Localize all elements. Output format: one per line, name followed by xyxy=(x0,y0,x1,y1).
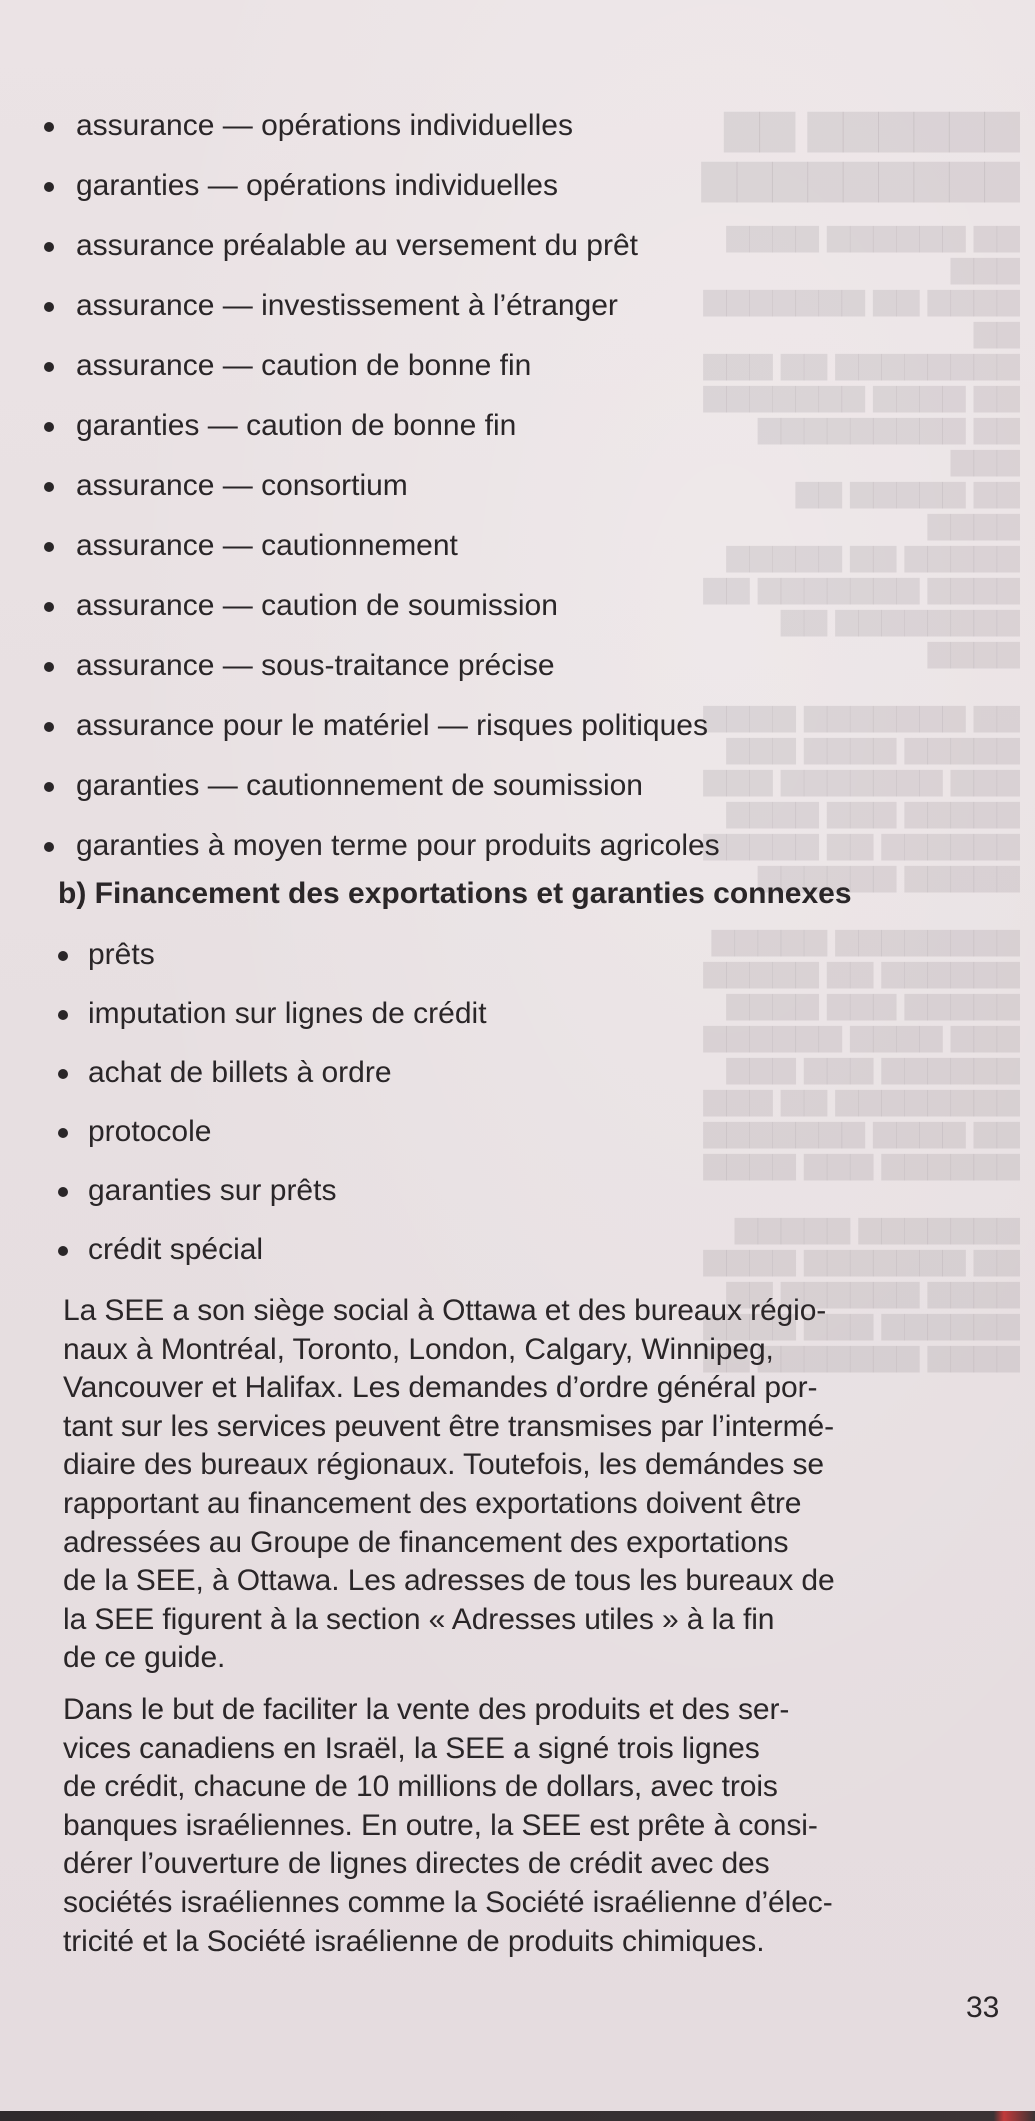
list-item: crédit spécial xyxy=(58,1232,998,1291)
paragraph-line: tant sur les services peuvent être transmises par l’intermé- xyxy=(63,1409,834,1443)
paragraph-line: La SEE a son siège social à Ottawa et des bureaux régio- xyxy=(63,1294,827,1327)
list-item: imputation sur lignes de crédit xyxy=(58,996,998,1055)
paragraph-line: sociétés israéliennes comme la Société israélienne d’élec- xyxy=(63,1885,833,1919)
paragraph-line: Dans le but de faciliter la vente des produits et des ser- xyxy=(63,1693,790,1726)
list-item: assurance — opérations individuelles xyxy=(44,108,1004,168)
paragraph-line: de crédit, chacune de 10 millions de dollars, avec trois xyxy=(63,1770,778,1804)
page-bottom-edge xyxy=(0,2111,1035,2121)
paragraph-line: diaire des bureaux régionaux. Toutefois, les demándes se xyxy=(63,1448,824,1482)
list-item: achat de billets à ordre xyxy=(58,1055,998,1114)
bleed-through-text: ▆▆▆▆▆▆ ▆▆ ▆▆▆▆▆▆▆▆▆ ▆▆ ▆▆▆▆▆▆ ▆▆▆▆ ▆▆▆ ▆▆▆▆ ▆▆ ▆▆▆▆▆▆▆ ▆▆ ▆▆▆▆▆▆▆▆ ▆▆ ▆▆▆ ▆▆ ▆▆▆▆ ▆▆▆▆▆▆▆ ▆▆ ▆▆▆▆▆▆▆▆▆ ▆▆▆ ▆▆ ▆▆▆▆▆ ▆▆ ▆▆▆▆ ▆▆▆▆▆ ▆▆ ▆▆▆▆▆ ▆▆▆▆ ▆▆▆▆▆▆▆ ▆▆ ▆▆▆▆▆▆▆▆ ▆▆ ▆▆▆▆ ▆▆ ▆▆▆▆▆▆▆ ▆▆▆▆ ▆▆▆▆▆ ▆▆▆▆ ▆▆▆ ▆▆▆ ▆▆▆▆▆▆▆ ▆▆▆ ▆▆▆▆▆ ▆▆▆ ▆▆▆▆ ▆▆▆▆▆▆ ▆▆ ▆▆▆▆▆ ▆▆▆▆▆ ▆▆▆▆▆▆ ▆▆▆▆▆▆▆▆ ▆▆▆▆▆ ▆▆▆▆▆▆ ▆▆ ▆▆▆▆▆ ▆▆▆▆▆ ▆▆▆ ▆▆▆▆ ▆▆▆ ▆▆▆▆ ▆▆▆▆▆▆ ▆▆▆▆▆▆ ▆▆▆ ▆▆▆ ▆▆▆▆▆▆▆▆ ▆▆ ▆▆▆ ▆▆ ▆▆▆▆ ▆▆▆▆▆▆▆ ▆▆▆▆▆▆ ▆▆▆ ▆▆▆▆ ▆▆▆▆▆▆▆ ▆▆▆▆▆ ▆▆ ▆▆▆▆▆▆▆ ▆▆▆▆ ▆▆▆▆ ▆▆▆▆▆▆ ▆▆ ▆▆▆▆▆▆ ▆▆▆ ▆▆▆▆ ▆▆▆▆ ▆▆▆▆▆▆▆ ▆▆ xyxy=(701,100,1020,1372)
list-item: garanties — caution de bonne fin xyxy=(44,408,1004,468)
list-item: garanties — cautionnement de soumission xyxy=(44,768,1004,828)
paragraph-line: dérer l’ouverture de lignes directes de crédit avec des xyxy=(63,1847,770,1881)
list-item: assurance — consortium xyxy=(44,468,1004,528)
paragraph-line: naux à Montréal, Toronto, London, Calgary, Winnipeg, xyxy=(63,1332,774,1366)
paragraph-line: de la SEE, à Ottawa. Les adresses de tous les bureaux de xyxy=(63,1564,835,1598)
page-number: 33 xyxy=(966,1991,1000,2024)
paragraph-line: de ce guide. xyxy=(63,1641,226,1675)
paragraph-line: tricité et la Société israélienne de produits chimiques. xyxy=(63,1924,765,1958)
export-financing-list xyxy=(58,937,998,1291)
list-item: assurance pour le matériel — risques politiques xyxy=(44,708,1004,768)
list-item: assurance — investissement à l’étranger xyxy=(44,288,1004,348)
list-item: protocole xyxy=(58,1114,998,1173)
paragraph-line: banques israéliennes. En outre, la SEE est prête à consi- xyxy=(63,1808,818,1842)
paragraph-line: la SEE figurent à la section « Adresses utiles » à la fin xyxy=(63,1602,775,1636)
list-item: assurance — caution de soumission xyxy=(44,588,1004,648)
insurance-guarantee-list xyxy=(44,108,1004,888)
list-item: assurance préalable au versement du prêt xyxy=(44,228,1004,288)
paragraph-line: vices canadiens en Israël, la SEE a signé trois lignes xyxy=(63,1731,760,1765)
list-item: assurance — sous-traitance précise xyxy=(44,648,1004,708)
section-b-heading: b) Financement des exportations et garanties connexes xyxy=(58,877,852,910)
list-item: garanties — opérations individuelles xyxy=(44,168,1004,228)
paragraph-line: adressées au Groupe de financement des exportations xyxy=(63,1525,789,1559)
list-item: garanties à moyen terme pour produits agricoles xyxy=(44,828,1004,888)
list-item: assurance — cautionnement xyxy=(44,528,1004,588)
paragraph-line: rapportant au financement des exportations doivent être xyxy=(63,1486,802,1520)
list-item: assurance — caution de bonne fin xyxy=(44,348,1004,408)
israel-credit-paragraph xyxy=(63,1691,1013,1961)
offices-paragraph xyxy=(63,1292,1013,1678)
list-item: prêts xyxy=(58,937,998,996)
paragraph-line: Vancouver et Halifax. Les demandes d’ordre général por- xyxy=(63,1371,818,1405)
list-item: garanties sur prêts xyxy=(58,1173,998,1232)
